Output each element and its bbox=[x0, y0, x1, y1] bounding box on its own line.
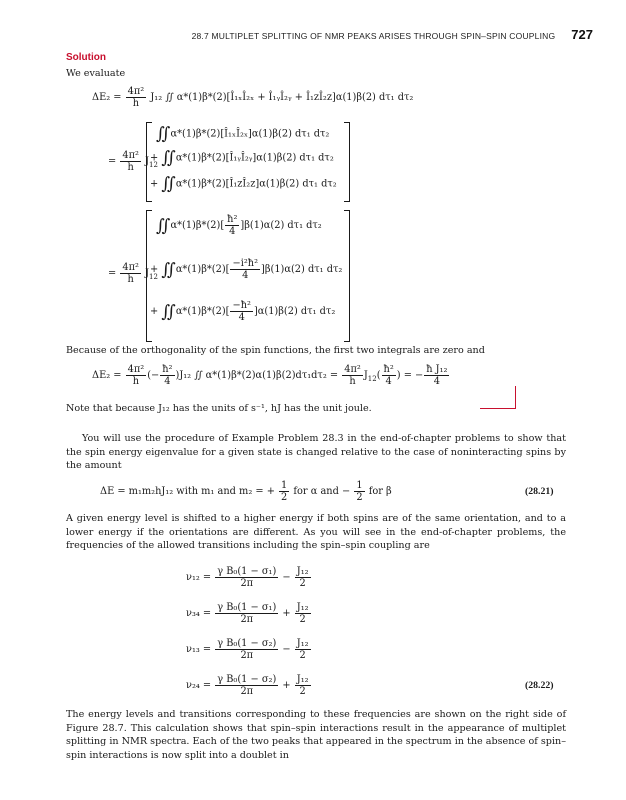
eq1-prefactor: $\frac{\text{4π²}}{h}$ bbox=[127, 86, 145, 109]
final-result-equation: ΔE₂ = $\frac{\text{4π²}}{h}$ (− $\frac{\text{ħ²}}{4}$ )J₁₂ ∬ α*(1)β*(2)α(1)β(2)dτ₁dτ₂ = $\frac{\text{4π²}}{h}$ $J_{12}$( $\frac{\text{ħ²}}{4}$ ) = − $\frac{\text{ħ J₁₂}}{4}$ bbox=[92, 364, 448, 387]
equation-nu12: ν₁₂ = $\frac{\text{γ B₀(1 − σ₁)}}{2\pi}$ − $\frac{\text{J₁₂}}{2}$ bbox=[186, 566, 309, 589]
equation-delta-e2 bbox=[92, 86, 413, 109]
equation-nu34: ν₃₄ = $\frac{\text{γ B₀(1 − σ₁)}}{2\pi}$ + $\frac{\text{J₁₂}}{2}$ bbox=[186, 602, 309, 625]
equation-nu24: ν₂₄ = $\frac{\text{γ B₀(1 − σ₂)}}{2\pi}$ + $\frac{\text{J₁₂}}{2}$ bbox=[186, 674, 309, 697]
expanded-row-1: ∬ α*(1)β*(2)[Î₁ₓÎ₂ₓ]α(1)β(2) dτ₁ dτ₂ bbox=[156, 124, 330, 144]
note-units: Note that because J₁₂ has the units of s⁻¹, hJ has the unit joule. bbox=[66, 403, 372, 414]
orthogonality-text: Because of the orthogonality of the spin functions, the first two integrals are zero and bbox=[66, 345, 485, 356]
eq1-body: J₁₂ ∬ α*(1)β*(2)[Î₁ₓÎ₂ₓ + Î₁ᵧÎ₂ᵧ + Î₁zÎ₂z]α(1)β(2) dτ₁ dτ₂ bbox=[150, 92, 414, 103]
evaluated-row-2: + ∬ α*(1)β*(2)[ $\frac{\text{−i²ħ²}}{4}$ ]β(1)α(2) dτ₁ dτ₂ bbox=[150, 258, 343, 281]
right-bracket-1 bbox=[344, 122, 350, 202]
equation-number-28-22: (28.22) bbox=[525, 680, 554, 691]
evaluated-row-3: + ∬ α*(1)β*(2)[ $\frac{\text{−ħ²}}{4}$ ]α(1)β(2) dτ₁ dτ₂ bbox=[150, 300, 336, 323]
paragraph-multiplet-splitting: The energy levels and transitions corresponding to these frequencies are shown on the right side of Figure 28.7. This calculation shows that spin–spin interactions result in the appearance of multiplet splitting in NMR spectra. Each of the two peaks that appeared in the spectrum in the absence of spin–spin interactions is now split into a doublet in bbox=[66, 709, 566, 761]
page-number: 727 bbox=[571, 27, 593, 42]
running-head bbox=[192, 27, 593, 42]
paragraph-energy-shift: A given energy level is shifted to a higher energy if both spins are of the same orientation, and to a lower energy if the orientations are different. As you will see in the end-of-chapter problems, the frequencies of the allowed transitions including the spin–spin coupling are bbox=[66, 513, 566, 551]
right-bracket-2 bbox=[344, 210, 350, 342]
equation-28-21: ΔE = m₁m₂hJ₁₂ with m₁ and m₂ = + $\frac{1}{2}$ for α and − $\frac{1}{2}$ for β bbox=[100, 480, 392, 503]
solution-heading: Solution bbox=[66, 52, 106, 63]
equation-nu13: ν₁₃ = $\frac{\text{γ B₀(1 − σ₂)}}{2\pi}$ − $\frac{\text{J₁₂}}{2}$ bbox=[186, 638, 309, 661]
solution-end-mark bbox=[480, 386, 516, 409]
equation-number-28-21: (28.21) bbox=[525, 486, 554, 497]
solution-intro: We evaluate bbox=[66, 68, 126, 79]
expanded-row-3: + ∬ α*(1)β*(2)[Î₁zÎ₂z]α(1)β(2) dτ₁ dτ₂ bbox=[150, 174, 337, 194]
paragraph-spin-energy: You will use the procedure of Example Problem 28.3 in the end-of-chapter problems to show that the spin energy eigenvalue for a given state is changed relative to the case of noninteracting spins by the amount bbox=[66, 433, 566, 471]
eq1-lhs: ΔE₂ = bbox=[92, 92, 122, 103]
expanded-row-2: + ∬ α*(1)β*(2)[Î₁ᵧÎ₂ᵧ]α(1)β(2) dτ₁ dτ₂ bbox=[150, 148, 334, 168]
expanded-prefactor: = $\frac{\text{4π²}}{h}$ $J_{12}$ bbox=[108, 150, 158, 173]
evaluated-prefactor: = $\frac{\text{4π²}}{h}$ $J_{12}$ bbox=[108, 262, 158, 285]
evaluated-row-1: ∬ α*(1)β*(2)[ $\frac{\text{ħ²}}{4}$ ]β(1)α(2) dτ₁ dτ₂ bbox=[156, 214, 322, 237]
running-head-title: 28.7 MULTIPLET SPLITTING OF NMR PEAKS ARISES THROUGH SPIN–SPIN COUPLING bbox=[191, 31, 556, 41]
